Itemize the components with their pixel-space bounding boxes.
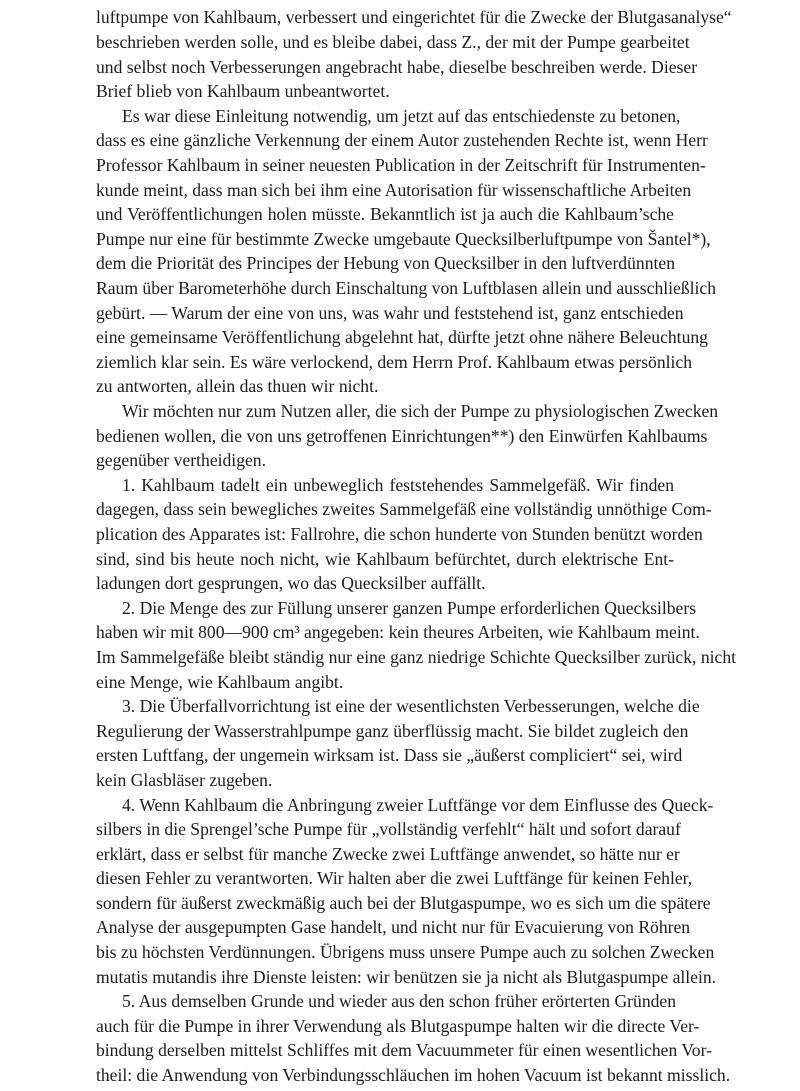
text-line: auch für die Pumpe in ihrer Verwendung als Blutgaspumpe halten wir die directe Ver- xyxy=(96,1016,700,1036)
text-line: zu antworten, allein das thuen wir nicht. xyxy=(96,376,379,396)
text-line: und selbst noch Verbesserungen angebracht habe, dieselbe beschreiben werde. Dieser xyxy=(96,57,698,77)
text-line: gegenüber vertheidigen. xyxy=(96,450,267,470)
text-line: Regulierung der Wasserstrahlpumpe ganz überflüssig macht. Sie bildet zugleich den xyxy=(96,721,689,741)
text-line: dagegen, dass sein bewegliches zweites Sammelgefäß eine vollständig unnöthige Com- xyxy=(96,499,712,519)
text-line: ladungen dort gesprungen, wo das Quecksilber auffällt. xyxy=(96,573,486,593)
text-line: Im Sammelgefäße bleibt ständig nur eine ganz niedrige Schichte Quecksilber zurück, nicht xyxy=(96,647,736,667)
text-line: 1. Kahlbaum tadelt ein unbeweglich feststehendes Sammelgefäß. Wir finden xyxy=(122,475,674,495)
text-line: theil: die Anwendung von Verbindungsschläuchen im hohen Vacuum ist bekannt misslich. xyxy=(96,1065,731,1085)
text-line: Raum über Barometerhöhe durch Einschaltung von Luftblasen allein und ausschließlich xyxy=(96,278,717,298)
text-line: 2. Die Menge des zur Füllung unserer ganzen Pumpe erforderlichen Quecksilbers xyxy=(122,598,697,618)
text-line: ersten Luftfang, der ungemein wirksam ist. Dass sie „äußerst compliciert“ sei, wird xyxy=(96,745,683,765)
text-line: dass es eine gänzliche Verkennung der einem Autor zustehenden Rechte ist, wenn Herr xyxy=(96,130,708,150)
text-line: und Veröffentlichungen holen müsste. Bekanntlich ist ja auch die Kahlbaum’sche xyxy=(96,204,674,224)
text-line: mutatis mutandis ihre Dienste leisten: wir benützen sie ja nicht als Blutgaspumpe allein. xyxy=(96,967,717,987)
text-line: silbers in die Sprengel’sche Pumpe für „vollständig verfehlt“ hält und sofort darauf xyxy=(96,819,681,839)
text-line: kunde meint, dass man sich bei ihm eine Autorisation für wissenschaftliche Arbeiten xyxy=(96,180,692,200)
text-line: haben wir mit 800—900 cm³ angegeben: kein theures Arbeiten, wie Kahlbaum meint. xyxy=(96,622,700,642)
text-line: bindung derselben mittelst Schliffes mit dem Vacuummeter für einen wesentlichen Vor- xyxy=(96,1040,712,1060)
text-line: Pumpe nur eine für bestimmte Zwecke umgebaute Quecksilberluftpumpe von Šantel*), xyxy=(96,229,711,249)
text-line: bedienen wollen, die von uns getroffenen Einrichtungen**) den Einwürfen Kahlbaums xyxy=(96,426,708,446)
text-line: gebürt. — Warum der eine von uns, was wahr und feststehend ist, ganz entschieden xyxy=(96,303,684,323)
text-line: eine Menge, wie Kahlbaum angibt. xyxy=(96,672,344,692)
text-line: beschrieben werden solle, und es bleibe dabei, dass Z., der mit der Pumpe gearbeitet xyxy=(96,32,690,52)
text-line: diesen Fehler zu verantworten. Wir halten aber die zwei Luftfänge für keinen Fehler, xyxy=(96,868,693,888)
text-line: 3. Die Überfallvorrichtung ist eine der wesentlichsten Verbesserungen, welche die xyxy=(122,696,700,716)
text-line: ziemlich klar sein. Es wäre verlockend, dem Herrn Prof. Kahlbaum etwas persönlich xyxy=(96,352,693,372)
text-line: erklärt, dass er selbst für manche Zwecke zwei Luftfänge anwendet, so hätte nur er xyxy=(96,844,680,864)
text-line: sind, sind bis heute noch nicht, wie Kahlbaum befürchtet, durch elektrische Ent- xyxy=(96,549,674,569)
text-line: Professor Kahlbaum in seiner neuesten Publication in der Zeitschrift für Instrumenten- xyxy=(96,155,706,175)
text-line: Es war diese Einleitung notwendig, um jetzt auf das entschiedenste zu betonen, xyxy=(122,106,681,126)
text-line: Wir möchten nur zum Nutzen aller, die sich der Pumpe zu physiologischen Zwecken xyxy=(122,401,719,421)
text-line: bis zu höchsten Verdünnungen. Übrigens muss unsere Pumpe auch zu solchen Zwecken xyxy=(96,942,715,962)
text-line: luftpumpe von Kahlbaum, verbessert und eingerichtet für die Zwecke der Blutgasanalyse“ xyxy=(96,7,732,27)
text-line: dem die Priorität des Principes der Hebung von Quecksilber in den luftverdünnten xyxy=(96,253,675,273)
text-line: Analyse der ausgepumpten Gase handelt, und nicht nur für Evacuierung von Röhren xyxy=(96,917,691,937)
text-line: sondern für äußerst zweckmäßig auch bei der Blutgaspumpe, wo es sich um die spätere xyxy=(96,893,711,913)
text-line: plication des Apparates ist: Fallrohre, die schon hunderte von Stunden benützt worden xyxy=(96,524,703,544)
text-line: kein Glasbläser zugeben. xyxy=(96,770,273,790)
text-line: 5. Aus demselben Grunde und wieder aus den schon früher erörterten Gründen xyxy=(122,991,677,1011)
text-line: eine gemeinsame Veröffentlichung abgelehnt hat, dürfte jetzt ohne nähere Beleuchtung xyxy=(96,327,708,347)
text-line: 4. Wenn Kahlbaum die Anbringung zweier Luftfänge vor dem Einflusse des Queck- xyxy=(122,795,714,815)
text-line: Brief blieb von Kahlbaum unbeantwortet. xyxy=(96,81,390,101)
